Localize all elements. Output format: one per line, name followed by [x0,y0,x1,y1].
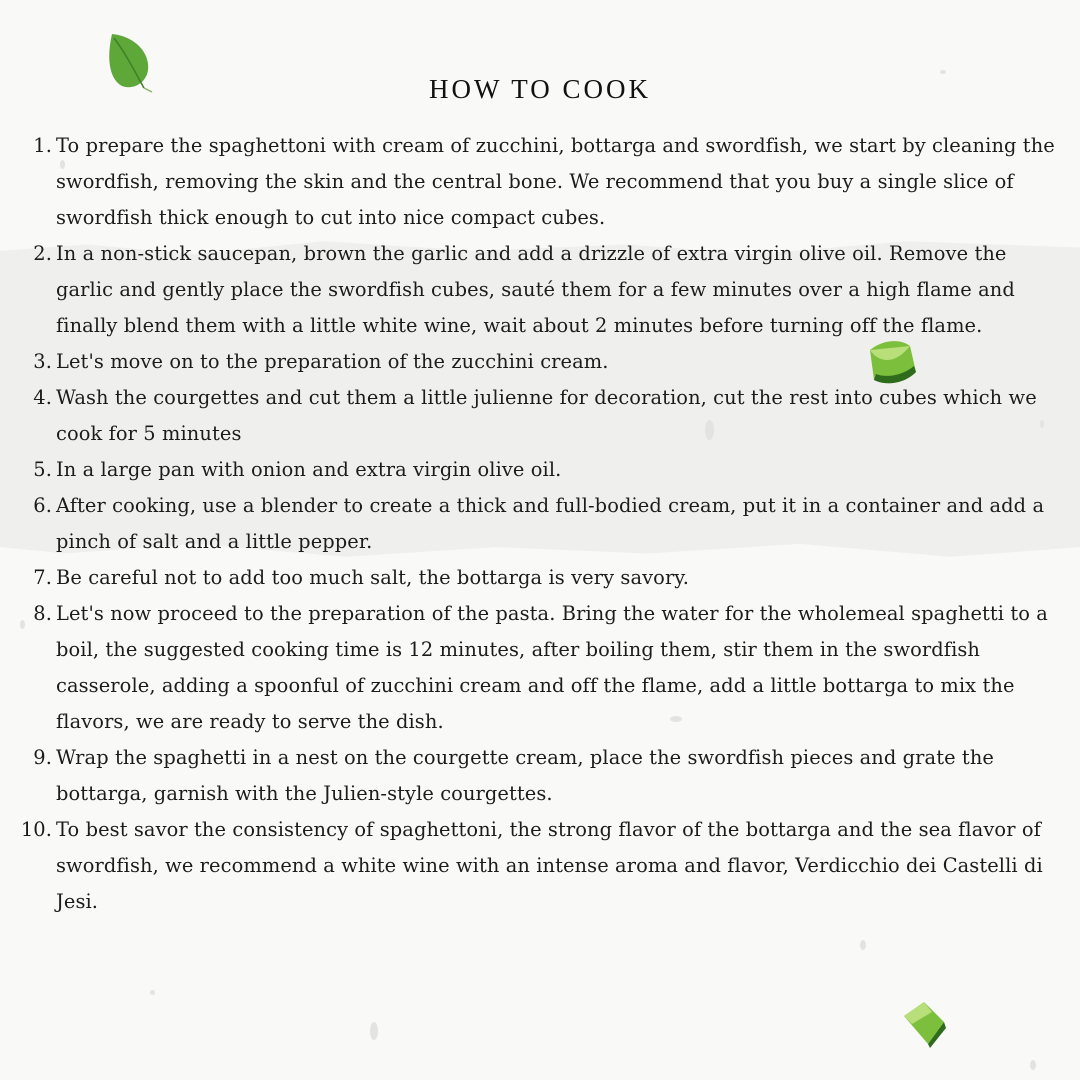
instruction-step [0,560,1080,596]
instruction-step [0,236,1080,344]
step-number: 8. [33,602,52,625]
step-number: 4. [33,386,52,409]
zucchini-piece-icon [898,998,950,1050]
instruction-step [0,488,1080,560]
step-number: 1. [33,134,52,157]
step-text: To best savor the consistency of spaghettoni, the strong flavor of the bottarga and the sea flavor of swordfish, we recommend a white wine with an intense aroma and flavor, Verdicchio dei Castelli di Jesi. [56,818,1043,913]
step-text: To prepare the spaghettoni with cream of zucchini, bottarga and swordfish, we start by cleaning the swordfish, removing the skin and the central bone. We recommend that you buy a single slice of swordfish thick enough to cut into nice compact cubes. [56,134,1055,229]
step-text: In a non-stick saucepan, brown the garlic and add a drizzle of extra virgin olive oil. Remove the garlic and gently place the swordfish cubes, sauté them for a few minutes over a high flame and finally blend them with a little white wine, wait about 2 minutes before turning off the flame. [56,242,1015,337]
step-number: 5. [33,458,52,481]
instruction-list [0,128,1080,920]
step-text: Wash the courgettes and cut them a little julienne for decoration, cut the rest into cubes which we cook for 5 minutes [56,386,1037,445]
instruction-step [0,344,1080,380]
background-speck [150,990,155,995]
step-number: 6. [33,494,52,517]
step-text: Wrap the spaghetti in a nest on the courgette cream, place the swordfish pieces and grate the bottarga, garnish with the Julien-style courgettes. [56,746,994,805]
instruction-step [0,452,1080,488]
step-text: In a large pan with onion and extra virgin olive oil. [56,458,562,481]
step-number: 10. [20,818,52,841]
instruction-step [0,128,1080,236]
instruction-step [0,812,1080,920]
instruction-step [0,380,1080,452]
background-speck [860,940,866,950]
step-number: 3. [33,350,52,373]
step-text: Be careful not to add too much salt, the bottarga is very savory. [56,566,690,589]
step-text: Let's move on to the preparation of the zucchini cream. [56,350,609,373]
step-number: 9. [33,746,52,769]
page-title: HOW TO COOK [428,74,651,104]
instruction-step [0,740,1080,812]
background-speck [1030,1060,1036,1070]
step-number: 7. [33,566,52,589]
instruction-step [0,596,1080,740]
step-text: Let's now proceed to the preparation of the pasta. Bring the water for the wholemeal spaghetti to a boil, the suggested cooking time is 12 minutes, after boiling them, stir them in the swordfish casserole, adding a spoonful of zucchini cream and off the flame, add a little bottarga to mix the flavors, we are ready to serve the dish. [56,602,1048,733]
step-number: 2. [33,242,52,265]
background-speck [370,1022,378,1040]
step-text: After cooking, use a blender to create a thick and full-bodied cream, put it in a container and add a pinch of salt and a little pepper. [56,494,1045,553]
